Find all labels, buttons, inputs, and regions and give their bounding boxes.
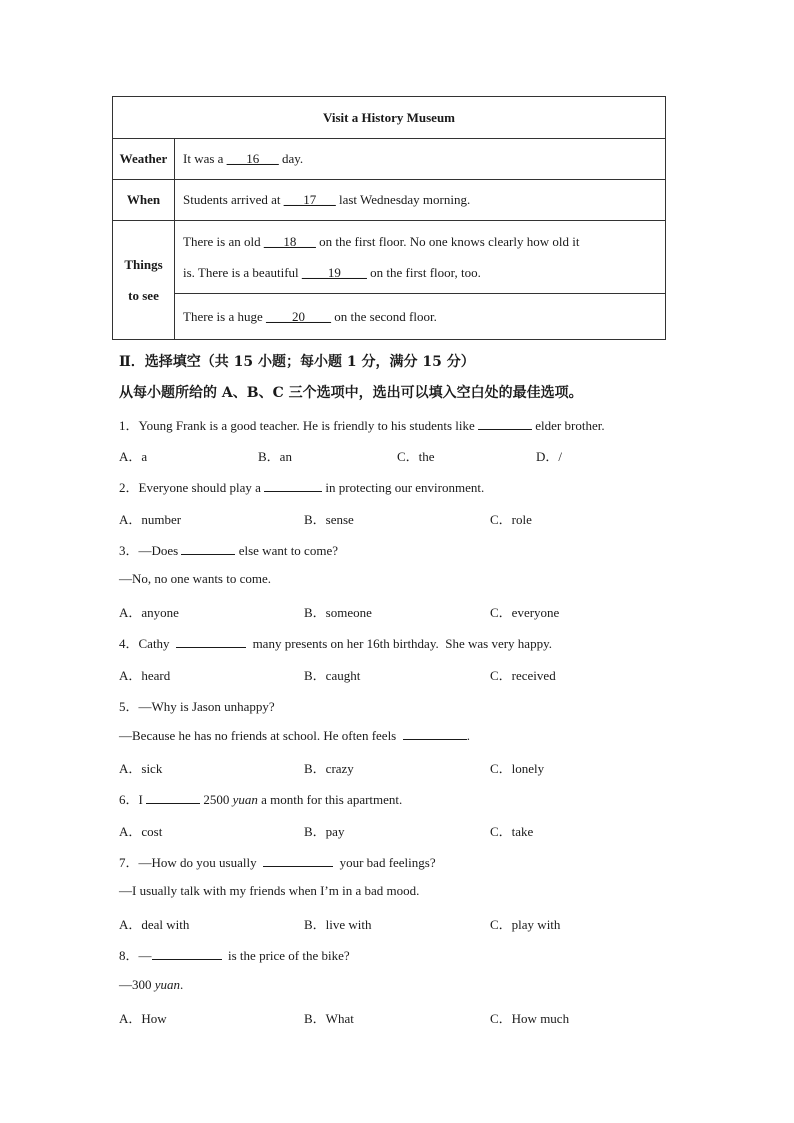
- blank-20: ____20____: [266, 308, 332, 324]
- answer-blank: [478, 417, 532, 430]
- option-b: B．What: [304, 1011, 354, 1026]
- question-3: 3．—Does else want to come?: [119, 543, 338, 558]
- answer-blank: [152, 947, 222, 960]
- blank-19: ____19____: [301, 265, 367, 280]
- museum-table: [112, 96, 666, 340]
- answer-blank: [146, 791, 200, 804]
- row-label: When: [113, 180, 175, 221]
- option-a: A．cost: [119, 824, 163, 839]
- answer-blank: [403, 727, 467, 740]
- answer-blank: [176, 635, 246, 648]
- option-a: A．number: [119, 512, 182, 527]
- blank-18: ___18___: [263, 234, 316, 249]
- question-3-reply: —No, no one wants to come.: [119, 571, 272, 586]
- table-title: Visit a History Museum: [113, 97, 666, 139]
- option-c: C．everyone: [490, 605, 560, 620]
- option-a: A．heard: [119, 668, 171, 683]
- option-a: A．anyone: [119, 605, 179, 620]
- option-c: C．How much: [490, 1011, 570, 1026]
- question-7: 7．—How do you usually your bad feelings?: [119, 855, 436, 870]
- option-b: B．sense: [304, 512, 354, 527]
- option-b: B．crazy: [304, 761, 354, 776]
- option-a: A．a: [119, 449, 148, 464]
- table-row: [113, 139, 666, 180]
- row-label: Weather: [113, 139, 175, 180]
- option-a: A．How: [119, 1011, 167, 1026]
- table-row: [113, 221, 666, 294]
- option-a: A．sick: [119, 761, 163, 776]
- question-5-reply: —Because he has no friends at school. He often feels .: [119, 728, 470, 743]
- question-1: 1．Young Frank is a good teacher. He is friendly to his students like elder brother.: [119, 418, 605, 433]
- option-c: C．role: [490, 512, 532, 527]
- option-c: C．lonely: [490, 761, 545, 776]
- option-c: C．play with: [490, 917, 561, 932]
- option-b: B．pay: [304, 824, 345, 839]
- section-instruction: 从每小题所给的 A、B、C 三个选项中，选出可以填入空白处的最佳选项。: [119, 385, 583, 401]
- option-b: B．live with: [304, 917, 372, 932]
- row-content: There is an old ___18___ on the first floor. No one knows clearly how old it is. There is a beautiful ____19____ on the first floor, too.: [175, 221, 666, 294]
- option-a: A．deal with: [119, 917, 190, 932]
- question-6: 6．I 2500 yuan a month for this apartment.: [119, 792, 403, 807]
- row-content: Students arrived at ___17___ last Wednesday morning.: [175, 180, 666, 221]
- option-b: B．someone: [304, 605, 372, 620]
- question-5: 5．—Why is Jason unhappy?: [119, 699, 275, 714]
- option-b: B．an: [258, 449, 292, 464]
- question-8-reply: —300 yuan.: [119, 977, 184, 992]
- question-2: 2．Everyone should play a in protecting our environment.: [119, 480, 485, 495]
- row-content: It was a ___16___ day.: [175, 139, 666, 180]
- option-c: C．take: [490, 824, 534, 839]
- blank-17: ___17___: [283, 192, 336, 207]
- option-c: C．received: [490, 668, 556, 683]
- option-b: B．caught: [304, 668, 361, 683]
- question-4: 4．Cathy many presents on her 16th birthday. She was very happy.: [119, 636, 552, 651]
- question-8: 8．— is the price of the bike?: [119, 948, 350, 963]
- row-label: Things to see: [113, 221, 175, 340]
- table-row: [113, 294, 666, 340]
- option-c: C．the: [397, 449, 435, 464]
- section-heading: Ⅱ．选择填空（共 15 小题；每小题 1 分，满分 15 分）: [119, 354, 475, 370]
- answer-blank: [264, 479, 322, 492]
- table-row: [113, 180, 666, 221]
- answer-blank: [263, 854, 333, 867]
- answer-blank: [181, 542, 235, 555]
- row-content: There is a huge ____20____ on the second floor.: [175, 294, 666, 340]
- option-d: D．/: [536, 449, 563, 464]
- blank-16: ___16___: [226, 151, 279, 166]
- question-7-reply: —I usually talk with my friends when I’m in a bad mood.: [119, 883, 420, 898]
